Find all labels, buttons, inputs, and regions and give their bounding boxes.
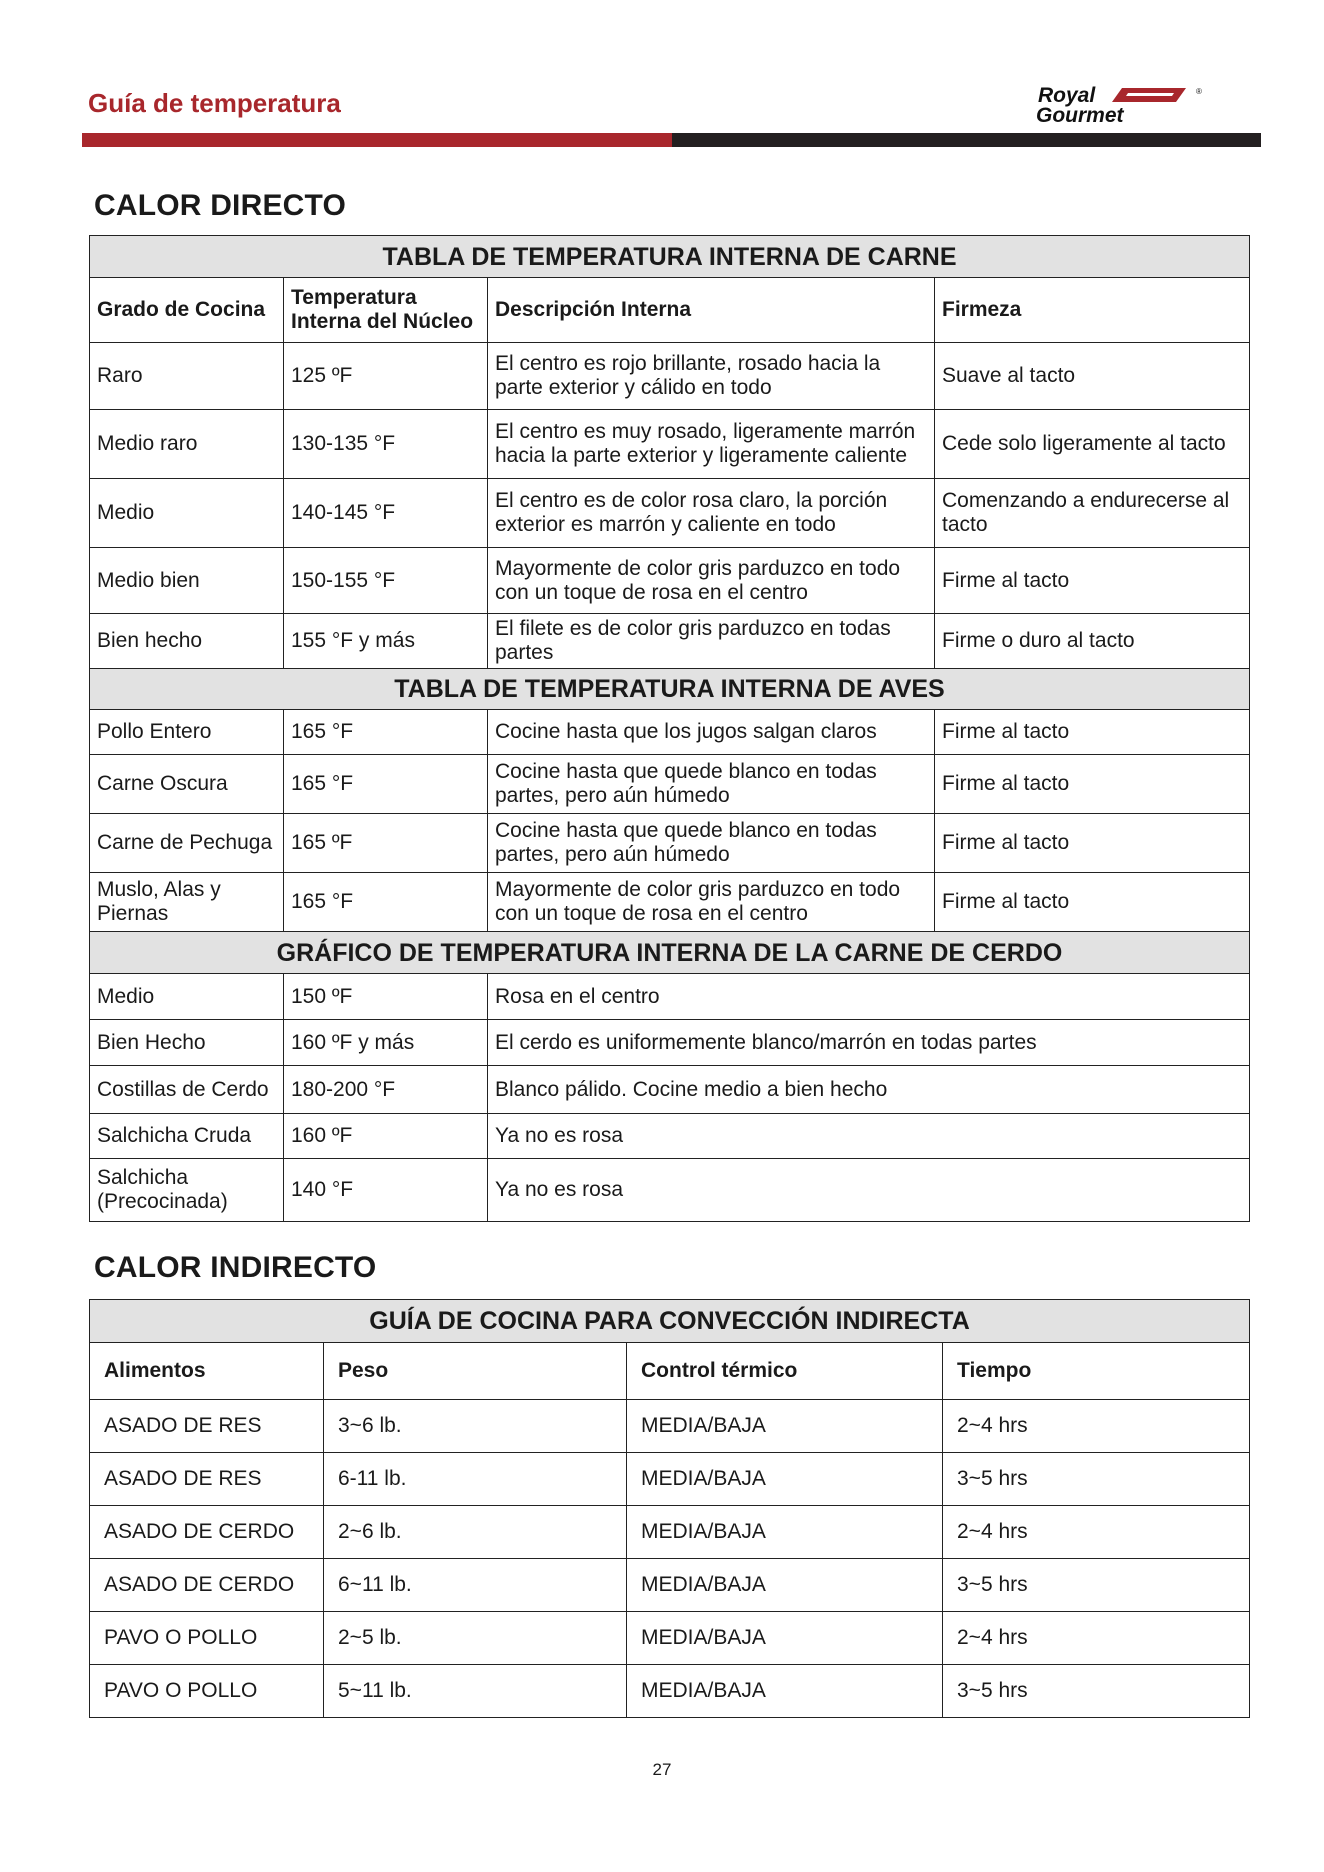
- table-cell: Cocine hasta que quede blanco en todas partes, pero aún húmedo: [488, 755, 935, 814]
- table-row: [90, 755, 1250, 814]
- table-cell: 130-135 °F: [284, 410, 488, 479]
- column-header: Alimentos: [90, 1343, 324, 1400]
- table-cell: Bien Hecho: [90, 1020, 284, 1066]
- table-row: [90, 1506, 1250, 1559]
- table-cell: MEDIA/BAJA: [627, 1400, 943, 1453]
- table-cell: 150-155 °F: [284, 548, 488, 614]
- table-cell: Suave al tacto: [935, 343, 1250, 410]
- table-cell: Cocine hasta que quede blanco en todas partes, pero aún húmedo: [488, 814, 935, 873]
- indirect-table-banner: GUÍA DE COCINA PARA CONVECCIÓN INDIRECTA: [90, 1300, 1250, 1343]
- table-cell: El cerdo es uniformemente blanco/marrón en todas partes: [488, 1020, 1250, 1066]
- poultry-table-banner: TABLA DE TEMPERATURA INTERNA DE AVES: [90, 669, 1250, 710]
- table-row: [90, 1159, 1250, 1222]
- table-cell: Salchicha Cruda: [90, 1114, 284, 1159]
- table-cell: 2~4 hrs: [943, 1506, 1250, 1559]
- table-cell: MEDIA/BAJA: [627, 1506, 943, 1559]
- table-row: [90, 1559, 1250, 1612]
- table-cell: Firme al tacto: [935, 755, 1250, 814]
- table-cell: 165 °F: [284, 873, 488, 932]
- section-title-indirect: CALOR INDIRECTO: [94, 1251, 377, 1284]
- table-header-row: [90, 1343, 1250, 1400]
- column-header: Descripción Interna: [488, 278, 935, 343]
- table-cell: 3~6 lb.: [324, 1400, 627, 1453]
- table-cell: 150 ºF: [284, 974, 488, 1020]
- table-cell: 140 °F: [284, 1159, 488, 1222]
- table-cell: El centro es muy rosado, ligeramente marrón hacia la parte exterior y ligeramente caliente: [488, 410, 935, 479]
- table-cell: Medio: [90, 479, 284, 548]
- table-row: [90, 814, 1250, 873]
- column-header: Tiempo: [943, 1343, 1250, 1400]
- header-accent-bar: [82, 133, 672, 147]
- table-cell: Ya no es rosa: [488, 1159, 1250, 1222]
- table-cell: 6~11 lb.: [324, 1559, 627, 1612]
- table-cell: MEDIA/BAJA: [627, 1665, 943, 1718]
- indirect-heat-table: [89, 1299, 1250, 1718]
- table-cell: Medio raro: [90, 410, 284, 479]
- table-cell: 165 °F: [284, 755, 488, 814]
- table-cell: 125 ºF: [284, 343, 488, 410]
- table-cell: Raro: [90, 343, 284, 410]
- table-cell: Rosa en el centro: [488, 974, 1250, 1020]
- beef-table-banner: TABLA DE TEMPERATURA INTERNA DE CARNE: [90, 236, 1250, 278]
- table-cell: El centro es rojo brillante, rosado hacia la parte exterior y cálido en todo: [488, 343, 935, 410]
- table-cell: 3~5 hrs: [943, 1559, 1250, 1612]
- table-cell: Costillas de Cerdo: [90, 1066, 284, 1114]
- table-cell: 165 °F: [284, 710, 488, 755]
- table-cell: Firme al tacto: [935, 710, 1250, 755]
- page-number: 27: [652, 1760, 672, 1779]
- table-cell: Comenzando a endurecerse al tacto: [935, 479, 1250, 548]
- table-cell: Ya no es rosa: [488, 1114, 1250, 1159]
- table-cell: Mayormente de color gris parduzco en todo con un toque de rosa en el centro: [488, 873, 935, 932]
- table-cell: Firme al tacto: [935, 873, 1250, 932]
- table-cell: Firme al tacto: [935, 548, 1250, 614]
- table-header-row: [90, 278, 1250, 343]
- column-header: Control térmico: [627, 1343, 943, 1400]
- header-dark-bar: [672, 133, 1261, 147]
- table-row: [90, 974, 1250, 1020]
- svg-text:Gourmet: Gourmet: [1036, 104, 1124, 124]
- pork-table-banner: GRÁFICO DE TEMPERATURA INTERNA DE LA CARNE DE CERDO: [90, 932, 1250, 974]
- royal-gourmet-logo: [1036, 84, 1236, 124]
- table-cell: Carne de Pechuga: [90, 814, 284, 873]
- table-cell: 160 ºF: [284, 1114, 488, 1159]
- column-header: Firmeza: [935, 278, 1250, 343]
- svg-text:Royal: Royal: [1038, 84, 1096, 107]
- svg-text:®: ®: [1196, 87, 1202, 96]
- table-cell: 160 ºF y más: [284, 1020, 488, 1066]
- table-row: [90, 710, 1250, 755]
- table-cell: MEDIA/BAJA: [627, 1612, 943, 1665]
- table-cell: Cede solo ligeramente al tacto: [935, 410, 1250, 479]
- table-row: [90, 548, 1250, 614]
- table-cell: 140-145 °F: [284, 479, 488, 548]
- table-cell: MEDIA/BAJA: [627, 1453, 943, 1506]
- table-row: [90, 1453, 1250, 1506]
- table-row: [90, 1400, 1250, 1453]
- table-cell: PAVO O POLLO: [90, 1665, 324, 1718]
- table-cell: PAVO O POLLO: [90, 1612, 324, 1665]
- table-cell: Muslo, Alas y Piernas: [90, 873, 284, 932]
- table-cell: Pollo Entero: [90, 710, 284, 755]
- table-cell: 2~6 lb.: [324, 1506, 627, 1559]
- table-cell: 180-200 °F: [284, 1066, 488, 1114]
- table-cell: Firme o duro al tacto: [935, 614, 1250, 669]
- table-row: [90, 1066, 1250, 1114]
- table-row: [90, 873, 1250, 932]
- table-cell: 3~5 hrs: [943, 1453, 1250, 1506]
- table-row: [90, 343, 1250, 410]
- table-cell: Mayormente de color gris parduzco en todo con un toque de rosa en el centro: [488, 548, 935, 614]
- table-cell: 165 ºF: [284, 814, 488, 873]
- table-cell: 2~4 hrs: [943, 1612, 1250, 1665]
- column-header: Peso: [324, 1343, 627, 1400]
- table-cell: Firme al tacto: [935, 814, 1250, 873]
- table-cell: MEDIA/BAJA: [627, 1559, 943, 1612]
- header-title: Guía de temperatura: [88, 88, 341, 118]
- table-cell: 3~5 hrs: [943, 1665, 1250, 1718]
- table-cell: El centro es de color rosa claro, la porción exterior es marrón y caliente en todo: [488, 479, 935, 548]
- table-cell: 2~4 hrs: [943, 1400, 1250, 1453]
- table-cell: Blanco pálido. Cocine medio a bien hecho: [488, 1066, 1250, 1114]
- table-cell: ASADO DE CERDO: [90, 1506, 324, 1559]
- table-cell: El filete es de color gris parduzco en todas partes: [488, 614, 935, 669]
- table-row: [90, 479, 1250, 548]
- column-header: Temperatura Interna del Núcleo: [284, 278, 488, 343]
- table-cell: Carne Oscura: [90, 755, 284, 814]
- table-cell: 5~11 lb.: [324, 1665, 627, 1718]
- table-cell: Bien hecho: [90, 614, 284, 669]
- table-cell: 2~5 lb.: [324, 1612, 627, 1665]
- table-row: [90, 1612, 1250, 1665]
- table-row: [90, 1020, 1250, 1066]
- table-cell: Cocine hasta que los jugos salgan claros: [488, 710, 935, 755]
- column-header: Grado de Cocina: [90, 278, 284, 343]
- table-cell: Salchicha (Precocinada): [90, 1159, 284, 1222]
- table-cell: 6-11 lb.: [324, 1453, 627, 1506]
- table-cell: Medio bien: [90, 548, 284, 614]
- table-cell: ASADO DE RES: [90, 1453, 324, 1506]
- table-row: [90, 410, 1250, 479]
- table-cell: 155 °F y más: [284, 614, 488, 669]
- section-title-direct: CALOR DIRECTO: [94, 189, 347, 222]
- table-row: [90, 1665, 1250, 1718]
- table-cell: Medio: [90, 974, 284, 1020]
- direct-heat-table: [89, 235, 1250, 1222]
- table-row: [90, 614, 1250, 669]
- table-cell: ASADO DE CERDO: [90, 1559, 324, 1612]
- table-cell: ASADO DE RES: [90, 1400, 324, 1453]
- table-row: [90, 1114, 1250, 1159]
